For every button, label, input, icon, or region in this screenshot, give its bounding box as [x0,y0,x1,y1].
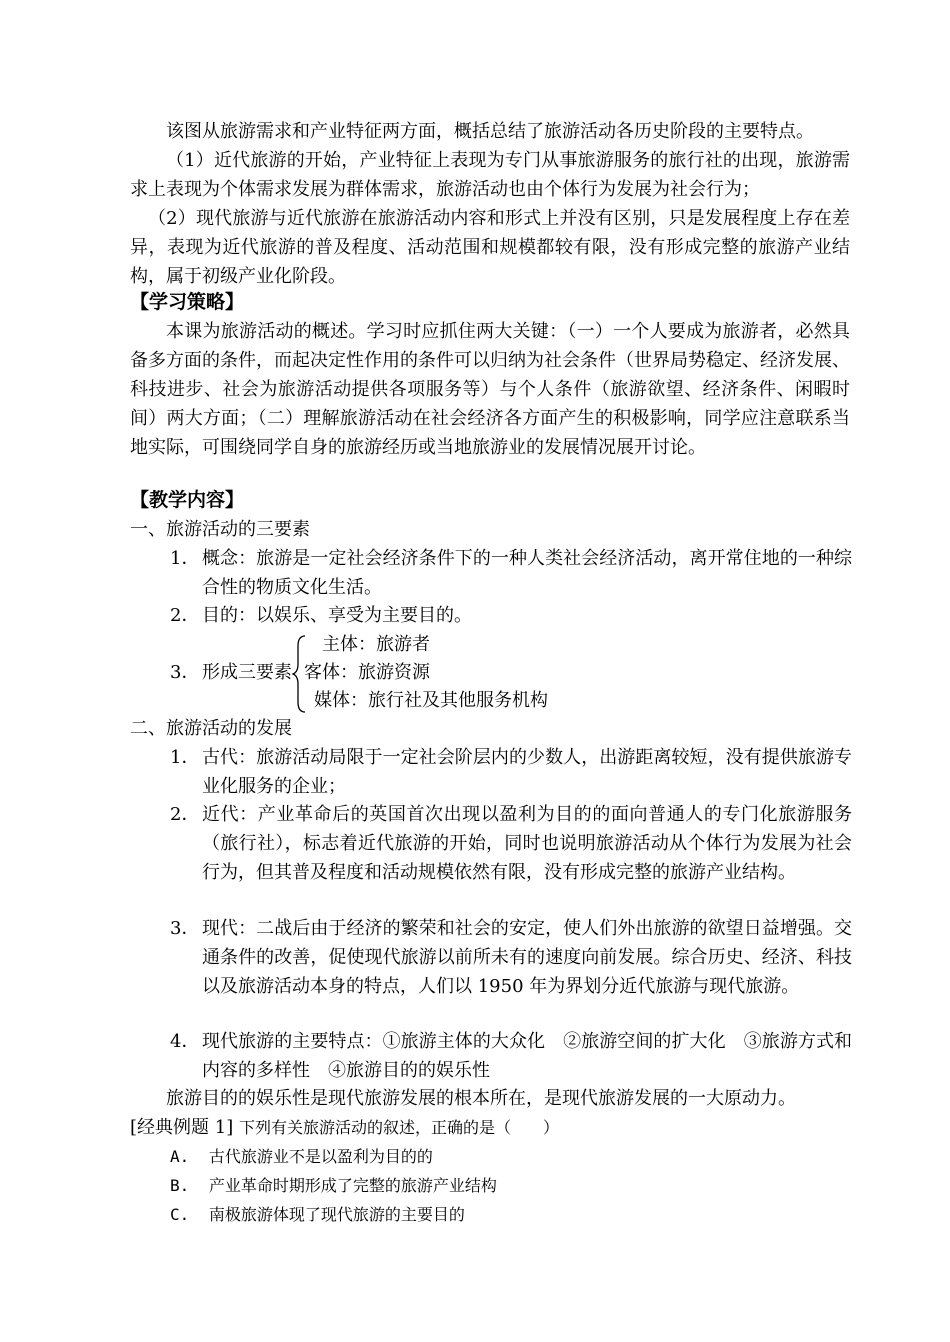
content-heading: 【教学内容】 [130,489,245,511]
example-question-text: 下列有关旅游活动的叙述，正确的是（ ） [238,1118,559,1137]
example-label: [经典例题 1] [130,1117,234,1138]
branch-object: 客体：旅游资源 [304,662,430,683]
section-1-item-3 [170,630,850,716]
item-number: 3． [170,918,200,939]
option-text: 古代旅游业不是以盈利为目的的 [208,1147,433,1166]
item-number: 3． [170,662,200,683]
item-text: 现代：二战后由于经济的繁荣和社会的安定，使人们外出旅游的欲望日益增强。交通条件的改善，促使现代旅游以前所未有的速度向前发展。综合历史、经济、科技以及旅游活动本身的特点，人们以 1950 年为界划分近代旅游与现代旅游。 [202,918,852,997]
item-number: 1． [170,548,200,569]
example-option-c [170,1200,465,1229]
strategy-heading: 【学习策略】 [130,291,245,313]
item-text: 古代：旅游活动局限于一定社会阶层内的少数人，出游距离较短，没有提供旅游专业化服务的企业； [202,747,852,797]
item-number: 4． [170,1031,200,1052]
example-option-a [170,1142,433,1171]
intro-paragraph-2: （1）近代旅游的开始，产业特征上表现为专门从事旅游服务的旅行社的出现，旅游需求上表现为个体需求发展为群体需求，旅游活动也由个体行为发展为社会行为； [130,150,850,200]
option-letter: C. [170,1205,190,1224]
section-1-title: 一、旅游活动的三要素 [130,519,310,540]
option-letter: A. [170,1147,190,1166]
section-2-closing: 旅游目的的娱乐性是现代旅游发展的根本所在，是现代旅游发展的一大原动力。 [166,1088,796,1109]
item-text: 现代旅游的主要特点：①旅游主体的大众化 ②旅游空间的扩大化 ③旅游方式和内容的多样性 ④旅游目的的娱乐性 [202,1031,852,1081]
three-elements-label: 形成三要素 [202,662,292,683]
item-text: 近代：产业革命后的英国首次出现以盈利为目的的面向普通人的专门化旅游服务（旅行社），标志着近代旅游的开始，同时也说明旅游活动从个体行为发展为社会行为，但其普及程度和活动规模依然有限，没有形成完整的旅游产业结构。 [202,804,852,883]
item-number: 1． [170,747,200,768]
section-2-title: 二、旅游活动的发展 [130,718,292,739]
example-option-b [170,1171,497,1200]
option-text: 产业革命时期形成了完整的旅游产业结构 [208,1176,497,1195]
item-text: 目的：以娱乐、享受为主要目的。 [202,605,472,626]
option-letter: B. [170,1176,190,1195]
item-number: 2． [170,804,200,825]
item-number: 2． [170,605,200,626]
strategy-paragraph: 本课为旅游活动的概述。学习时应抓住两大关键：（一）一个人要成为旅游者，必然具备多方面的条件，而起决定性作用的条件可以归纳为社会条件（世界局势稳定、经济发展、科技进步、社会为旅游活动提供各项服务等）与个人条件（旅游欲望、经济条件、闲暇时间）两大方面；（二）理解旅游活动在社会经济各方面产生的积极影响，同学应注意联系当地实际，可围绕同学自身的旅游经历或当地旅游业的发展情况展开讨论。 [130,321,850,458]
intro-paragraph-1: 该图从旅游需求和产业特征两方面，概括总结了旅游活动各历史阶段的主要特点。 [166,121,814,142]
branch-medium: 媒体：旅行社及其他服务机构 [314,690,548,711]
intro-paragraph-3: （2）现代旅游与近代旅游在旅游活动内容和形式上并没有区别，只是发展程度上存在差异，表现为近代旅游的普及程度、活动范围和规模都较有限，没有形成完整的旅游产业结构，属于初级产业化阶段。 [130,208,850,287]
branch-subject: 主体：旅游者 [322,634,430,655]
item-text: 概念：旅游是一定社会经济条件下的一种人类社会经济活动，离开常住地的一种综合性的物质文化生活。 [202,548,852,598]
example-question [130,1113,559,1142]
option-text: 南极旅游体现了现代旅游的主要目的 [208,1205,465,1224]
